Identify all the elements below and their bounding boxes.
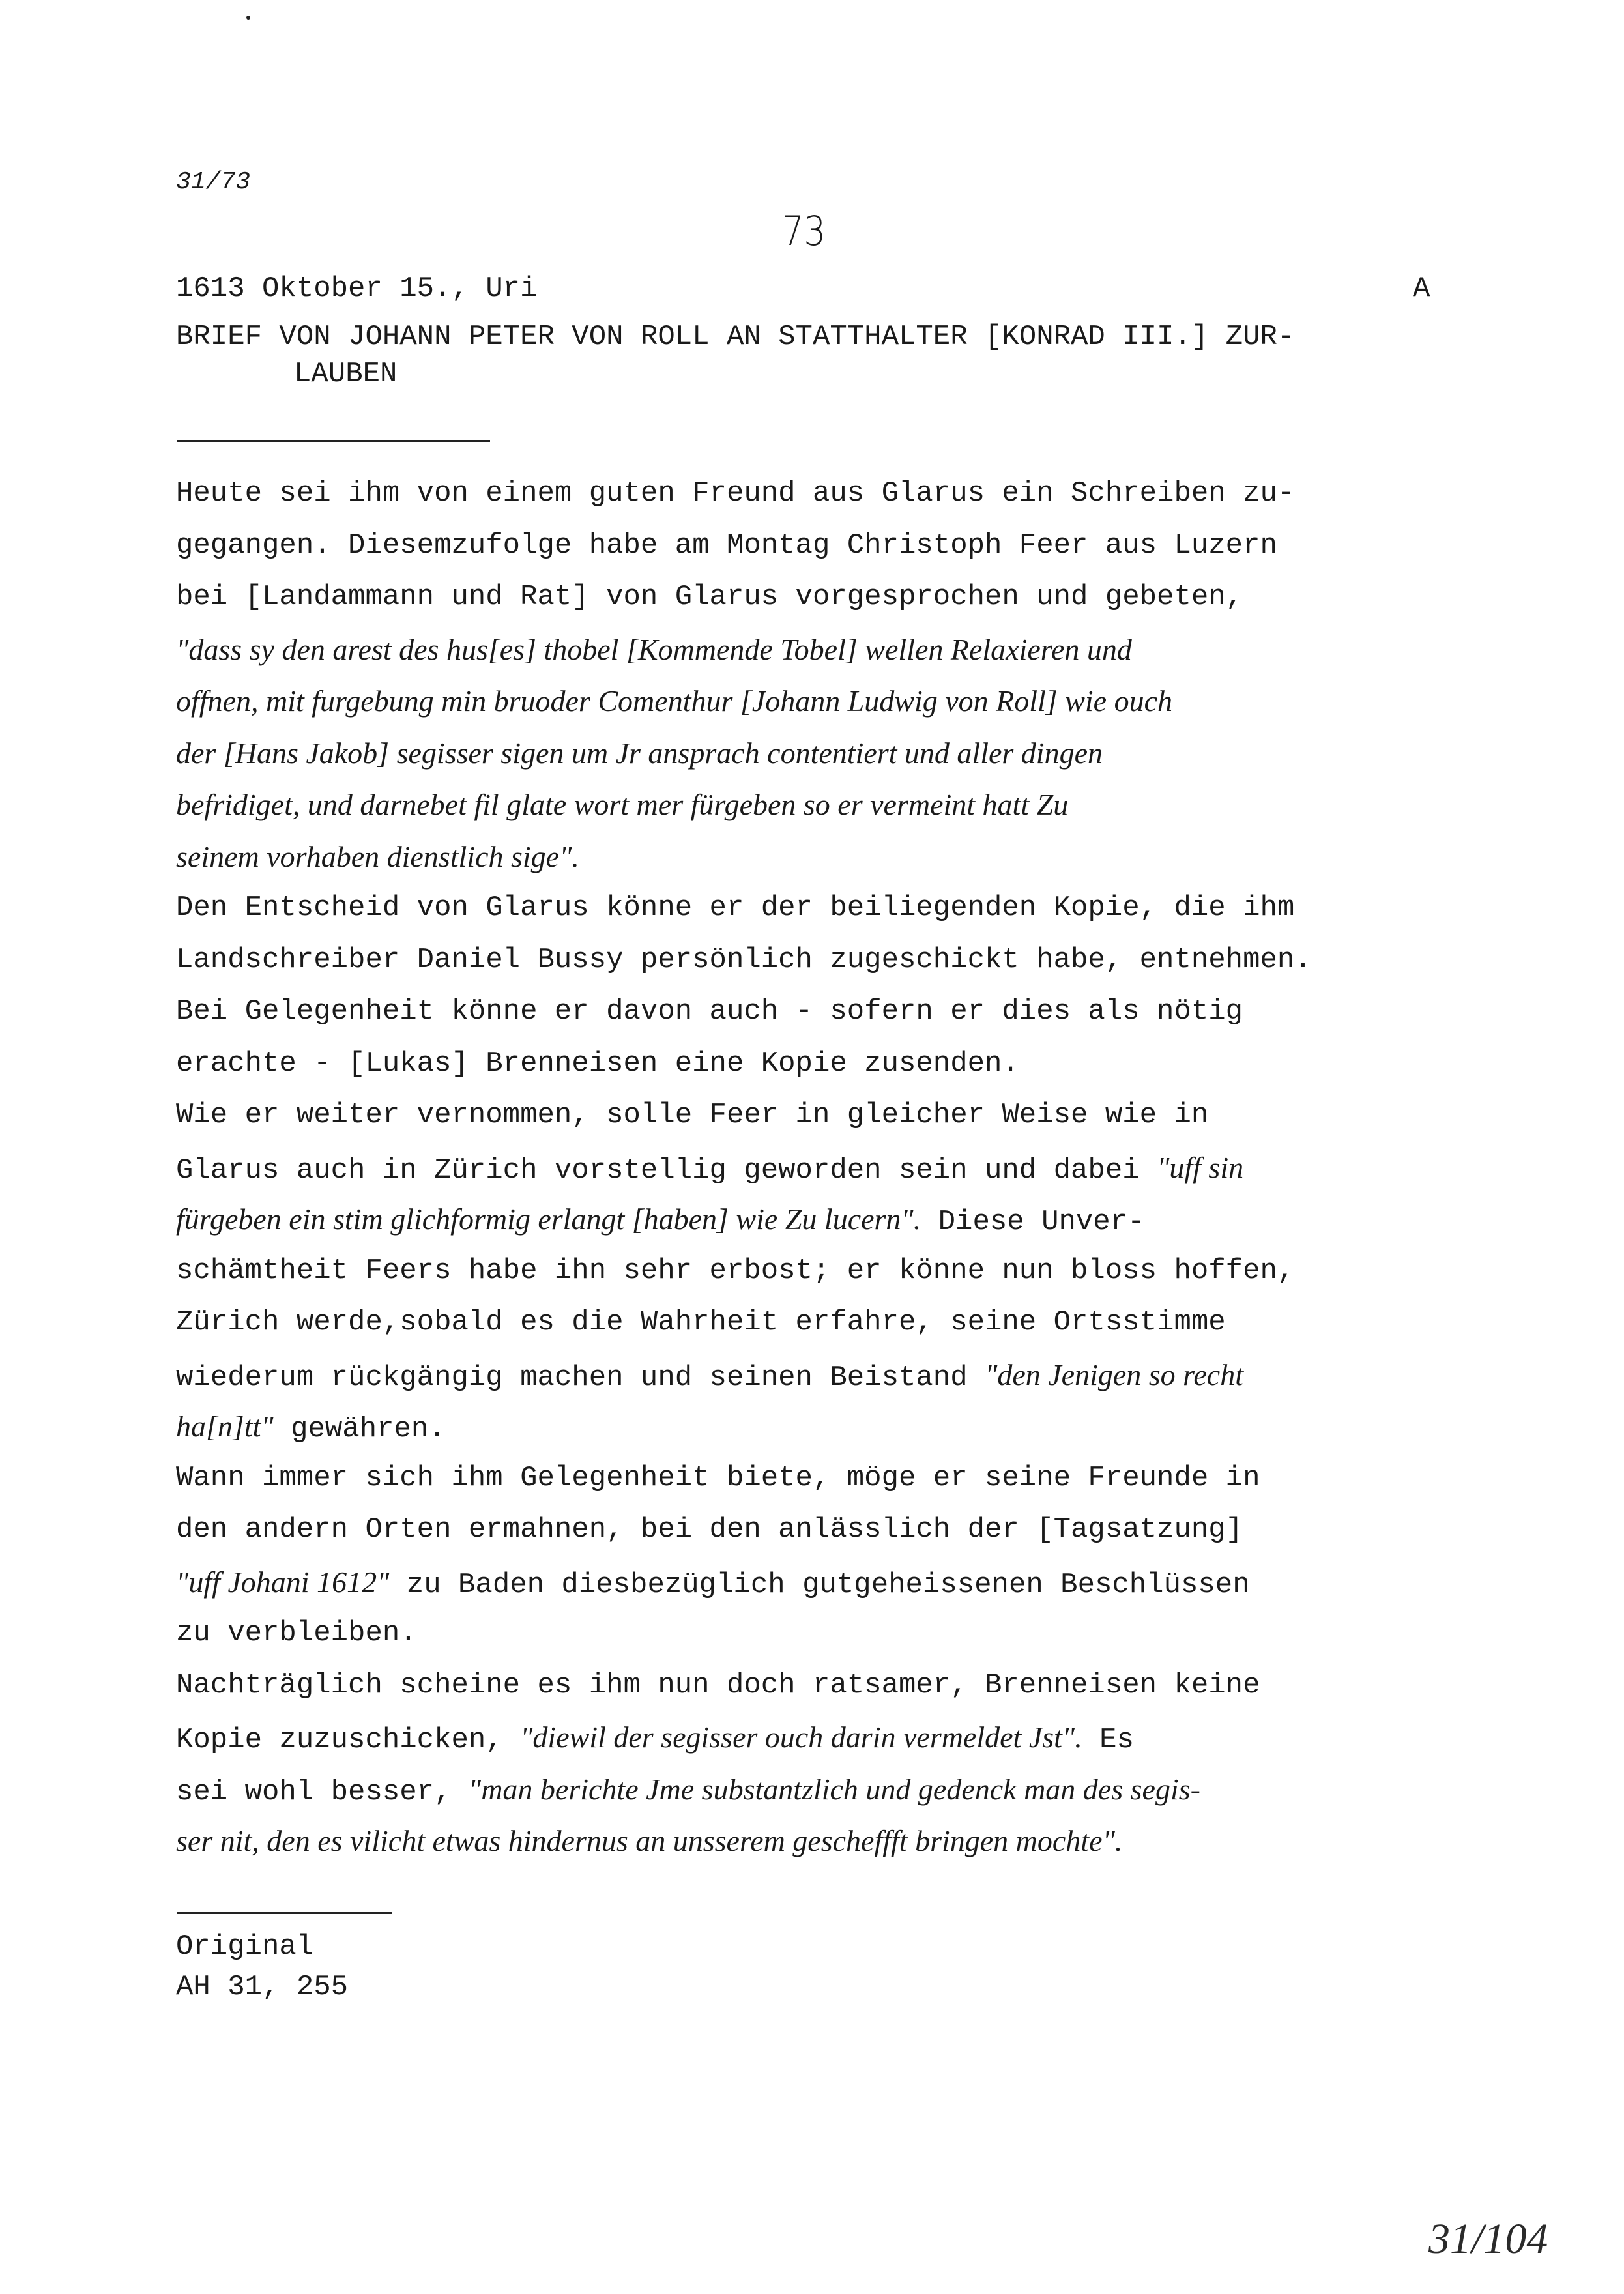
body-text: wiederum rückgängig machen und seinen Beistand bbox=[176, 1361, 985, 1394]
body-text: Es bbox=[1082, 1724, 1134, 1756]
letter-designation: A bbox=[1413, 272, 1430, 305]
quoted-line: seinem vorhaben dienstlich sige". bbox=[176, 839, 579, 873]
quote-text: "diewil der segisser ouch darin vermeldet Jst". bbox=[520, 1720, 1082, 1754]
document-reference: 31/73 bbox=[176, 168, 251, 196]
date-place-line: 1613 Oktober 15., Uri bbox=[176, 272, 538, 305]
body-line bbox=[176, 1764, 1479, 1816]
body-line: den andern Orten ermahnen, bei den anlässlich der [Tagsatzung] bbox=[176, 1513, 1243, 1546]
quote-text: fürgeben ein stim glichformig erlangt [haben] wie Zu lucern". bbox=[176, 1202, 921, 1236]
body-line bbox=[176, 1401, 1479, 1453]
document-title-line-2: LAUBEN bbox=[294, 358, 398, 390]
body-line: gegangen. Diesemzufolge habe am Montag Christoph Feer aus Luzern bbox=[176, 529, 1277, 562]
body-line: Wann immer sich ihm Gelegenheit biete, möge er seine Freunde in bbox=[176, 1461, 1260, 1494]
body-line: Bei Gelegenheit könne er davon auch - sofern er dies als nötig bbox=[176, 995, 1243, 1028]
page-mark-dot bbox=[246, 16, 250, 20]
source-type: Original bbox=[176, 1930, 314, 1963]
body-line bbox=[176, 1142, 1479, 1194]
quote-text: "uff sin bbox=[1157, 1150, 1244, 1184]
quote-text: "man berichte Jme substantzlich und gedenck man des segis- bbox=[468, 1772, 1200, 1806]
body-line: Nachträglich scheine es ihm nun doch ratsamer, Brenneisen keine bbox=[176, 1668, 1260, 1702]
handwritten-archive-number: 31/104 bbox=[1428, 2215, 1548, 2263]
body-line: Zürich werde,sobald es die Wahrheit erfahre, seine Ortsstimme bbox=[176, 1306, 1226, 1339]
body-line: Landschreiber Daniel Bussy persönlich zugeschickt habe, entnehmen. bbox=[176, 943, 1312, 976]
body-text: sei wohl besser, bbox=[176, 1775, 469, 1808]
body-line bbox=[176, 1556, 1479, 1608]
quoted-line: "dass sy den arest des hus[es] thobel [Kommende Tobel] wellen Relaxieren und bbox=[176, 632, 1132, 666]
quote-text: ha[n]tt" bbox=[176, 1410, 274, 1443]
quoted-line: offnen, mit furgebung min bruoder Comenthur [Johann Ludwig von Roll] wie ouch bbox=[176, 684, 1173, 718]
body-text: Diese Unver- bbox=[921, 1206, 1145, 1238]
body-line: bei [Landammann und Rat] von Glarus vorgesprochen und gebeten, bbox=[176, 581, 1243, 613]
document-title-line-1: BRIEF VON JOHANN PETER VON ROLL AN STATTHALTER [KONRAD III.] ZUR- bbox=[176, 321, 1295, 353]
body-text: zu Baden diesbezüglich gutgeheissenen Beschlüssen bbox=[389, 1568, 1250, 1601]
quote-text: "uff Johani 1612" bbox=[176, 1565, 390, 1599]
quoted-line: befridiget, und darnebet fil glate wort mer fürgeben so er vermeint hatt Zu bbox=[176, 788, 1069, 821]
body-text: gewähren. bbox=[273, 1413, 446, 1445]
body-line: schämtheit Feers habe ihn sehr erbost; er könne nun bloss hoffen, bbox=[176, 1254, 1295, 1287]
page-number: 73 bbox=[782, 207, 826, 255]
archive-reference: AH 31, 255 bbox=[176, 1971, 349, 2003]
body-line: zu verbleiben. bbox=[176, 1617, 417, 1649]
body-line bbox=[176, 1193, 1479, 1245]
body-line: erachte - [Lukas] Brenneisen eine Kopie zusenden. bbox=[176, 1047, 1019, 1080]
body-line bbox=[176, 1349, 1479, 1401]
body-text: Glarus auch in Zürich vorstellig geworden sein und dabei bbox=[176, 1154, 1157, 1187]
footer-divider bbox=[177, 1912, 392, 1914]
body-text: Kopie zuzuschicken, bbox=[176, 1724, 521, 1756]
source-note bbox=[176, 1926, 348, 2007]
body-line: Heute sei ihm von einem guten Freund aus Glarus ein Schreiben zu- bbox=[176, 477, 1295, 510]
title-divider bbox=[177, 440, 490, 442]
quote-text: "den Jenigen so recht bbox=[985, 1358, 1243, 1391]
body-line: Den Entscheid von Glarus könne er der beiliegenden Kopie, die ihm bbox=[176, 892, 1295, 924]
quoted-line: der [Hans Jakob] segisser sigen um Jr ansprach contentiert und aller dingen bbox=[176, 736, 1103, 770]
summary-body bbox=[176, 468, 1479, 1867]
body-line bbox=[176, 1711, 1479, 1764]
body-line: Wie er weiter vernommen, solle Feer in gleicher Weise wie in bbox=[176, 1099, 1209, 1131]
quoted-line: ser nit, den es vilicht etwas hindernus an unsserem gescheffft bringen mochte". bbox=[176, 1824, 1123, 1857]
